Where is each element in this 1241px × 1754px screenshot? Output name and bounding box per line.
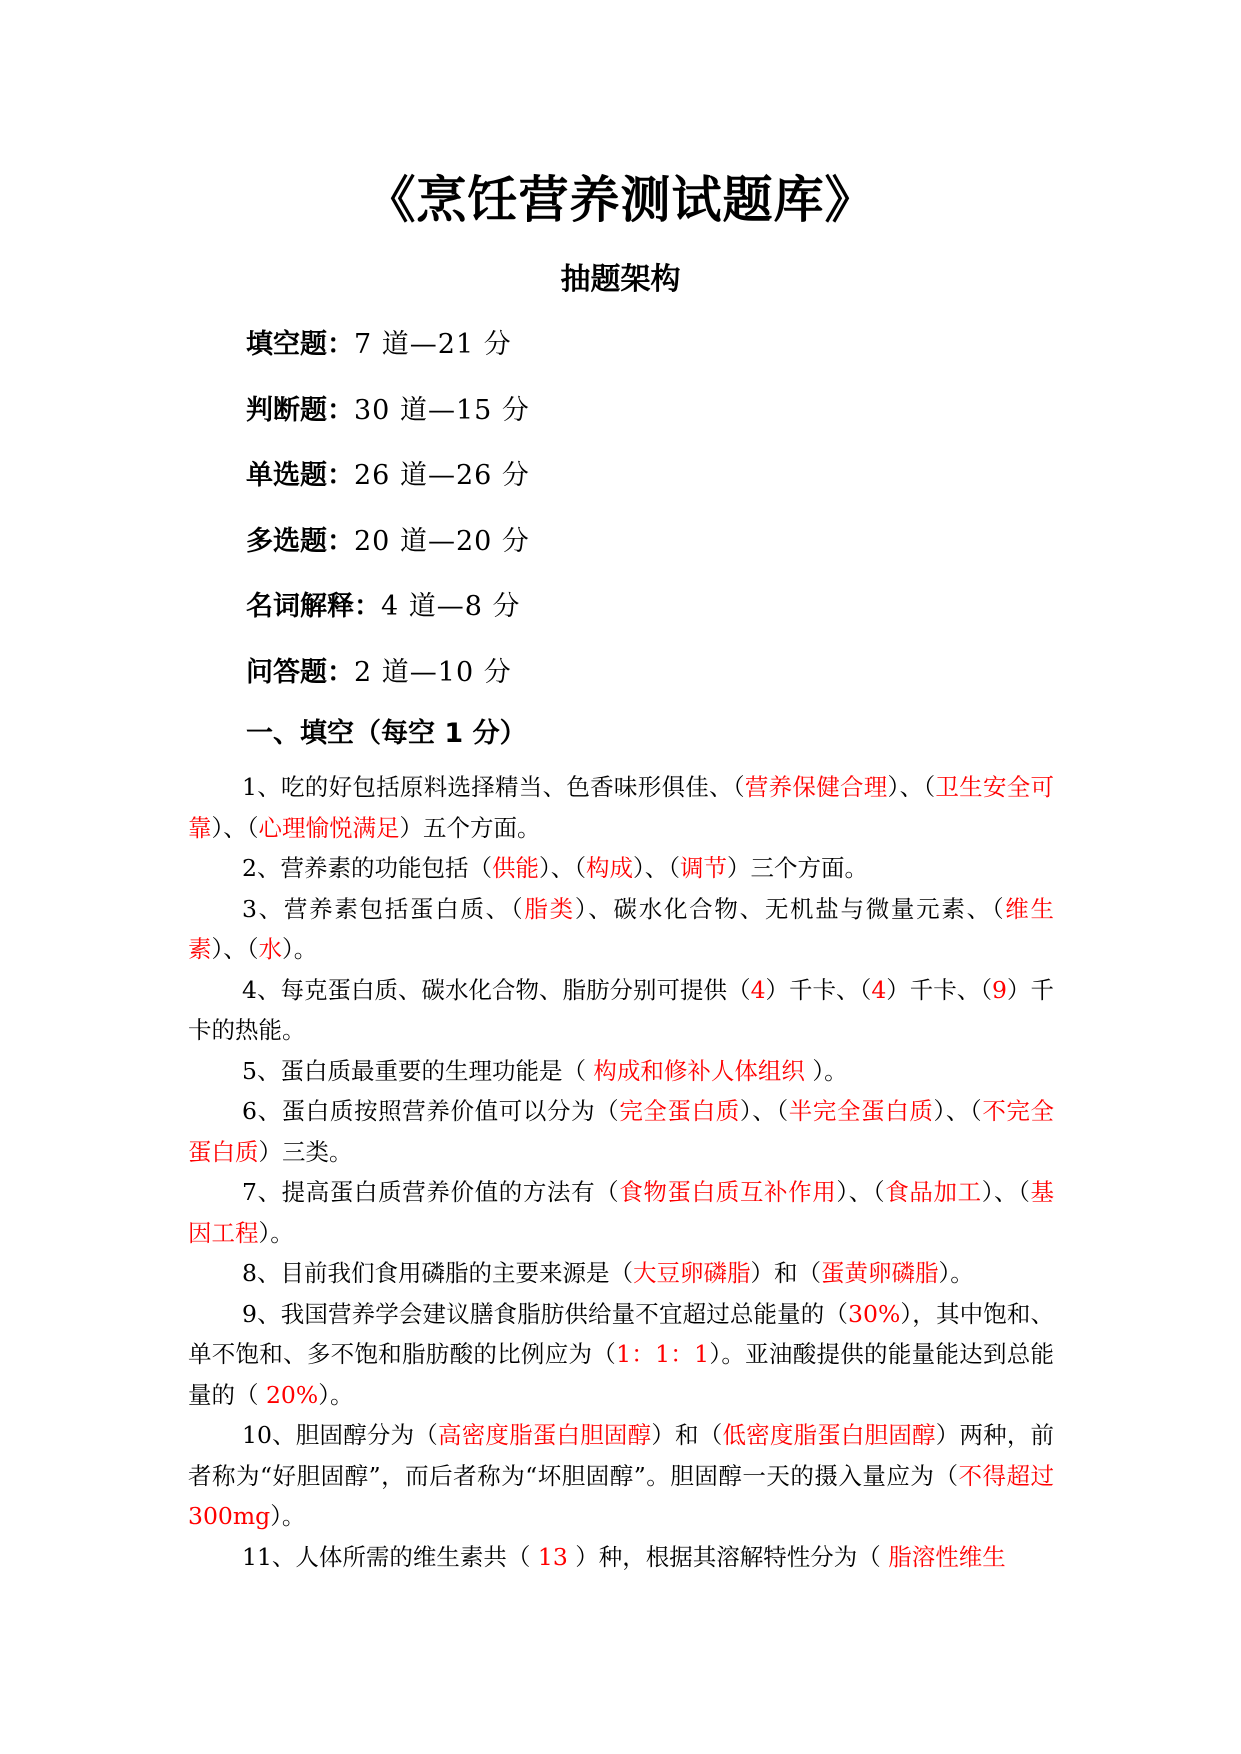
fill-blank-questions — [188, 767, 1054, 1577]
question-text: 6、蛋白质按照营养价值可以分为（ — [242, 1097, 620, 1125]
question-item — [188, 848, 1054, 889]
answer-text: 13 — [537, 1542, 568, 1571]
question-text: 9、我国营养学会建议膳食脂肪供给量不宜超过总能量的（ — [242, 1299, 849, 1328]
question-text: 7、提高蛋白质营养价值的方法有（ — [242, 1178, 620, 1206]
question-item — [188, 1091, 1054, 1172]
structure-value: 7 道—21 分 — [354, 329, 512, 360]
question-item — [188, 1172, 1054, 1253]
question-text: ）、（ — [538, 854, 586, 882]
question-text: ）和（ — [750, 1259, 821, 1287]
question-text: ）、（ — [887, 773, 936, 801]
structure-value: 26 道—26 分 — [354, 460, 530, 491]
structure-value: 20 道—20 分 — [354, 525, 530, 557]
answer-text: 4 — [750, 975, 766, 1004]
answer-text: 食物蛋白质互补作用 — [619, 1178, 837, 1206]
answer-text: 水 — [258, 935, 282, 963]
question-text: ）千卡、（ — [765, 975, 872, 1004]
question-text: ）、（ — [632, 854, 680, 882]
answer-text: 30% — [848, 1299, 901, 1328]
question-item — [188, 1294, 1054, 1416]
structure-value: 2 道—10 分 — [354, 656, 512, 688]
question-text: ）两种，前者称为“好胆固醇”，而后者称为“坏胆固醇”。胆固醇一天的摄入量应为（ — [188, 1421, 1055, 1490]
answer-text: 营养保健合理 — [744, 773, 888, 801]
question-structure-list — [246, 322, 1146, 715]
question-text: 11、人体所需的维生素共（ — [242, 1542, 538, 1571]
section-heading: 一、填空（每空 1 分） — [246, 718, 527, 749]
question-text: 8、目前我们食用磷脂的主要来源是（ — [242, 1259, 633, 1287]
answer-text: 完全蛋白质 — [619, 1097, 740, 1125]
question-text: ）、（ — [211, 813, 259, 842]
structure-value: 4 道—8 分 — [381, 591, 521, 622]
structure-label: 单选题： — [246, 460, 354, 491]
question-text: ）。 — [258, 1218, 294, 1247]
structure-row — [246, 650, 1146, 716]
question-item — [188, 1537, 1054, 1578]
question-text: ）三个方面。 — [726, 854, 868, 882]
question-item — [188, 1415, 1054, 1537]
question-text: ）。 — [318, 1380, 354, 1409]
answer-text: 供能 — [491, 854, 539, 882]
question-text: ）五个方面。 — [399, 813, 541, 842]
answer-text: 脂溶性维生 — [888, 1542, 1006, 1571]
answer-text: 构成 — [585, 854, 633, 882]
question-text: ）、（ — [933, 1097, 983, 1125]
question-text: ）、（ — [981, 1178, 1031, 1206]
question-text: ）、（ — [739, 1097, 789, 1125]
answer-text: 调节 — [679, 854, 727, 882]
question-text: 2、营养素的功能包括（ — [242, 854, 492, 882]
answer-text: 脂类 — [524, 894, 575, 923]
question-item — [188, 1253, 1054, 1294]
question-text: ）。亚油酸提供的能量能达到总能量的（ — [188, 1340, 1055, 1409]
answer-text: 4 — [871, 975, 887, 1004]
question-text: ）、（ — [211, 935, 259, 963]
answer-text: 蛋黄卵磷脂 — [820, 1259, 939, 1287]
answer-text: 9 — [992, 975, 1007, 1004]
answer-text: 半完全蛋白质 — [788, 1097, 934, 1125]
question-item — [188, 1051, 1054, 1092]
answer-text: 食品加工 — [885, 1178, 982, 1206]
structure-label: 问答题： — [246, 656, 354, 688]
answer-text: 心理愉悦满足 — [258, 813, 400, 842]
question-item — [188, 767, 1054, 848]
question-text: ）。 — [804, 1056, 848, 1085]
question-text: ）。 — [938, 1259, 974, 1287]
question-text: ）三类。 — [258, 1137, 353, 1166]
question-item — [188, 970, 1054, 1051]
answer-text: 20% — [265, 1380, 319, 1409]
structure-label: 多选题： — [246, 525, 354, 557]
structure-row — [246, 322, 1146, 388]
structure-label: 名词解释： — [246, 591, 381, 622]
answer-text: 大豆卵磷脂 — [632, 1259, 751, 1287]
document-subtitle: 抽题架构 — [560, 262, 681, 297]
question-text: ）和（ — [651, 1421, 723, 1449]
question-item — [188, 889, 1054, 970]
answer-text: 低密度脂蛋白胆固醇 — [722, 1421, 936, 1449]
structure-label: 判断题： — [246, 394, 354, 426]
structure-value: 30 道—15 分 — [354, 394, 530, 426]
structure-row — [246, 584, 1146, 650]
question-text: ）、碳水化合物、无机盐与微量元素、（ — [574, 894, 1006, 923]
answer-text: 1：1：1 — [616, 1340, 710, 1368]
document-title: 《烹饪营养测试题库》 — [365, 171, 876, 229]
question-text: 3、营养素包括蛋白质、（ — [242, 894, 525, 923]
question-text: ）。 — [270, 1502, 306, 1530]
answer-text: 维生素 — [188, 894, 1055, 963]
answer-text: 不完全蛋白质 — [188, 1097, 1055, 1166]
answer-text: 构成和修补人体组织 — [593, 1056, 805, 1085]
structure-row — [246, 519, 1146, 585]
question-text: ）千卡的热能。 — [188, 975, 1055, 1044]
question-text: ），其中饱和、单不饱和、多不饱和脂肪酸的比例应为（ — [188, 1299, 1054, 1368]
structure-row — [246, 453, 1146, 519]
question-text: ）千卡、（ — [886, 975, 993, 1004]
structure-row — [246, 388, 1146, 454]
question-text: ）种，根据其溶解特性分为（ — [567, 1542, 889, 1571]
question-text: 4、每克蛋白质、碳水化合物、脂肪分别可提供（ — [242, 975, 751, 1004]
question-text: 1、吃的好包括原料选择精当、色香味形俱佳、（ — [242, 773, 745, 801]
question-text: 10、胆固醇分为（ — [242, 1421, 439, 1449]
answer-text: 卫生安全可靠 — [188, 773, 1055, 842]
question-text: ）。 — [282, 935, 318, 963]
structure-label: 填空题： — [246, 329, 354, 360]
answer-text: 高密度脂蛋白胆固醇 — [438, 1421, 652, 1449]
question-text: 5、蛋白质最重要的生理功能是（ — [242, 1056, 594, 1085]
question-text: ）、（ — [836, 1178, 886, 1206]
answer-text: 基因工程 — [188, 1178, 1055, 1247]
answer-text: 不得超过 300mg — [188, 1461, 1055, 1530]
